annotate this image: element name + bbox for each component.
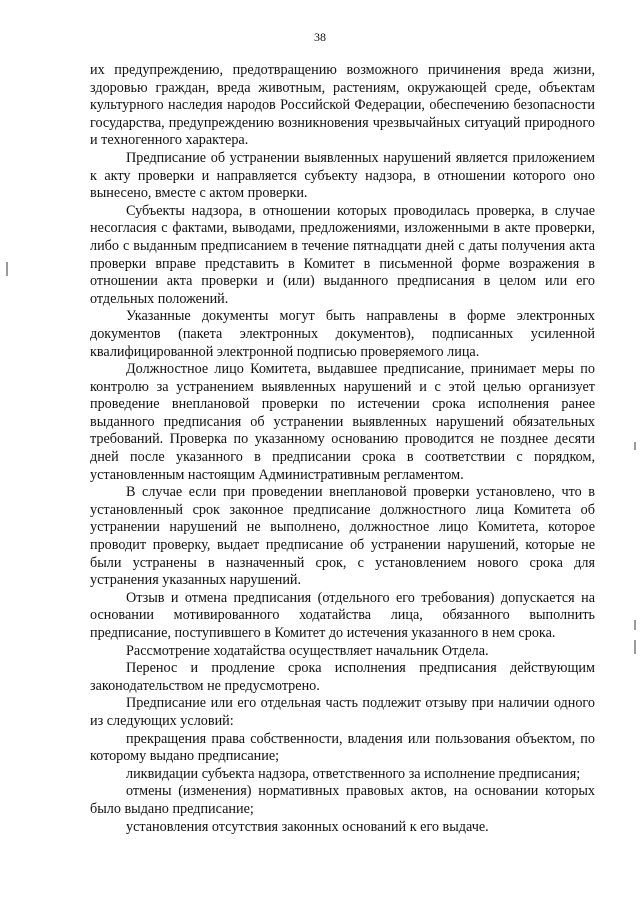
list-item-liquidation: ликвидации субъекта надзора, ответственного за исполнение предписания;: [126, 765, 581, 782]
paragraph-6: В случае если при проведении внеплановой проверки установлено, что в установленный срок законное предписание должностного лица Комитета об устранении нарушений не выполнено, должностное лицо Комитета, которое проводит проверку, выдает предписание об устранении нарушений, которые не были устранены в назначенный срок, с установлением нового срока для устранения указанных нарушений.: [90, 484, 595, 589]
scan-edge-mark: [634, 620, 636, 630]
document-body: [90, 62, 595, 836]
list-item-ownership: прекращения права собственности, владения или пользования объектом, по которому выдано предписание;: [90, 730, 595, 765]
paragraph-9: Перенос и продление срока исполнения предписания действующим законодательством не предусмотрено.: [90, 660, 595, 694]
paragraph-8: Рассмотрение ходатайства осуществляет начальник Отдела.: [126, 642, 489, 659]
page-number: 38: [314, 30, 326, 44]
scan-edge-mark: [6, 262, 8, 276]
paragraph-4: Указанные документы могут быть направлены в форме электронных документов (пакета электронных документов), подписанных усиленной квалифицированной электронной подписью проверяемого лица.: [90, 308, 595, 360]
paragraph-1: их предупреждению, предотвращению возможного причинения вреда жизни, здоровью граждан, вреда животным, растениям, окружающей среде, объектам культурного наследия народов Российской Федерации, обеспечению безопасности государства, предупреждению возникновения чрезвычайных ситуаций природного и техногенного характера.: [90, 62, 595, 149]
paragraph-7: Отзыв и отмена предписания (отдельного его требования) допускается на основании мотивированного ходатайства лица, обязанного выполнить предписание, поступившего в Комитет до истечения указанного в нем срока.: [90, 589, 595, 641]
paragraph-10: Предписание или его отдельная часть подлежит отзыву при наличии одного из следующих условий:: [90, 695, 595, 729]
paragraph-5: Должностное лицо Комитета, выдавшее предписание, принимает меры по контролю за устранением выявленных нарушений и с этой целью организует проведение внеплановой проверки по истечении срока исполнения ранее выданного предписания об устранении выявленных нарушений обязательных требований. Проверка по указанному основанию проводится не позднее десяти дней после указанного в предписании срока в соответствии с порядком, установленным настоящим Административным регламентом.: [90, 361, 595, 483]
list-item-no-grounds: установления отсутствия законных оснований к его выдаче.: [126, 818, 489, 835]
scan-edge-mark: [634, 442, 636, 450]
scan-edge-mark: [634, 640, 636, 654]
paragraph-3: Субъекты надзора, в отношении которых проводилась проверка, в случае несогласия с фактами, выводами, предложениями, изложенными в акте проверки, либо с выданным предписанием в течение пятнадцати дней с даты получения акта проверки вправе представить в Комитет в письменной форме возражения в отношении акта проверки и (или) выданного предписания в целом или его отдельных положений.: [90, 202, 595, 307]
list-item-repeal: отмены (изменения) нормативных правовых актов, на основании которых было выдано предписание;: [90, 783, 595, 817]
paragraph-2: Предписание об устранении выявленных нарушений является приложением к акту проверки и направляется субъекту надзора, в отношении которого оно вынесено, вместе с актом проверки.: [90, 149, 595, 202]
